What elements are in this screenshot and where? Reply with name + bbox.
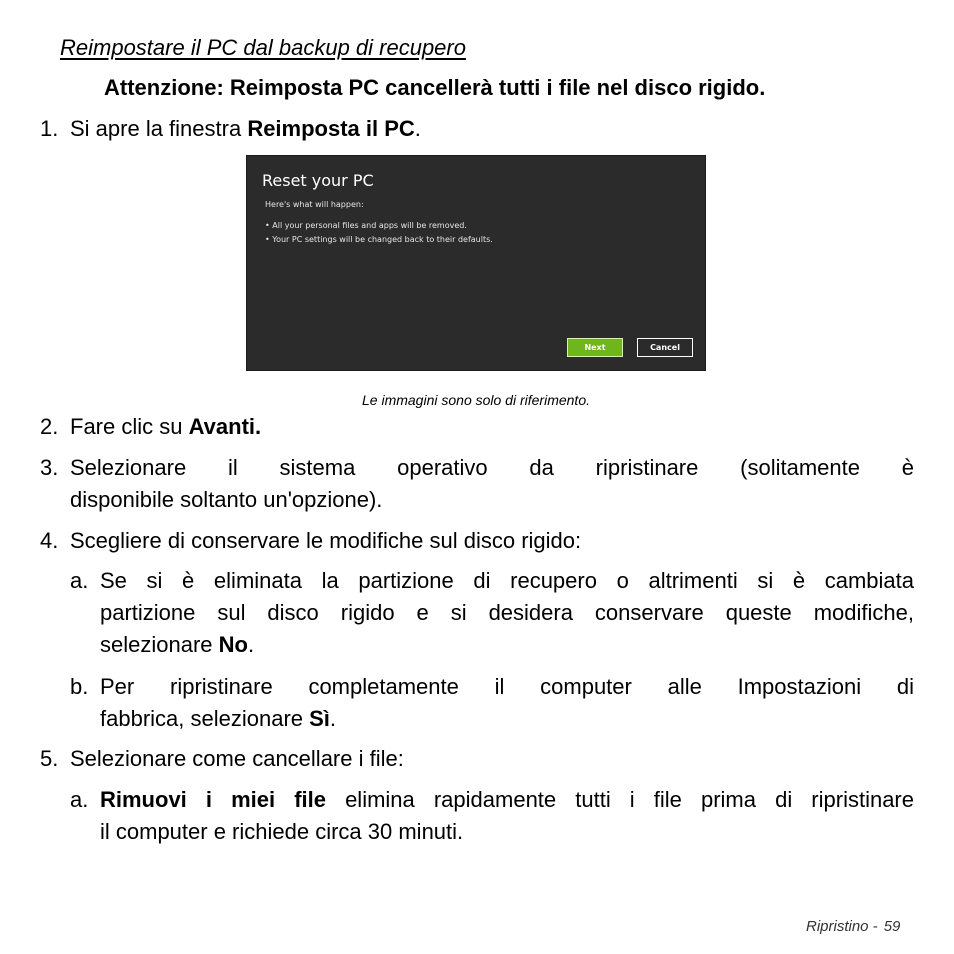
next-button[interactable]: Next: [567, 338, 623, 357]
text-run: selezionare: [100, 632, 219, 657]
step-text: Scegliere di conservare le modifiche sul disco rigido:: [70, 528, 582, 553]
substep-letter: a.: [70, 568, 89, 593]
step-number: 3.: [40, 455, 59, 480]
screenshot-bullet: • Your PC settings will be changed back to their defaults.: [265, 235, 493, 244]
warning-text: Attenzione: Reimposta PC cancellerà tutti i file nel disco rigido.: [104, 75, 766, 100]
step-text-line: Selezionare il sistema operativo da ripristinare (solitamente è: [70, 455, 914, 480]
step-text-line: disponibile soltanto un'opzione).: [70, 487, 383, 512]
text-run: Si apre la finestra: [70, 116, 248, 141]
substep-letter: a.: [70, 787, 89, 812]
step-number: 5.: [40, 746, 59, 771]
bold-text: No: [218, 632, 248, 657]
bold-text: Rimuovi i miei file: [100, 787, 326, 812]
page-footer: [806, 918, 900, 935]
step-number: 4.: [40, 528, 59, 553]
step-text-line: partizione sul disco rigido e si desidera conservare queste modifiche,: [100, 600, 914, 625]
text-run: .: [329, 706, 337, 731]
page-number: 59: [883, 918, 901, 935]
step-text-line: [100, 784, 914, 816]
text-run: Fare clic su: [70, 414, 189, 439]
step-text-line: Se si è eliminata la partizione di recupero o altrimenti si è cambiata: [100, 568, 914, 593]
step-text: [70, 113, 421, 145]
screenshot-subtitle: Here's what will happen:: [265, 200, 364, 209]
step-text-line: il computer e richiede circa 30 minuti.: [100, 819, 464, 844]
text-run: elimina rapidamente tutti i file prima di ripristinare: [325, 787, 914, 812]
step-number: 1.: [40, 116, 59, 141]
footer-section: Ripristino -: [806, 918, 878, 935]
screenshot-title: Reset your PC: [262, 171, 374, 190]
substep-letter: b.: [70, 674, 89, 699]
section-heading: Reimpostare il PC dal backup di recupero: [60, 35, 466, 60]
image-caption: Le immagini sono solo di riferimento.: [362, 392, 590, 408]
step-text-line: Per ripristinare completamente il computer alle Impostazioni di: [100, 674, 914, 699]
step-text: [70, 411, 261, 443]
screenshot-bullet: • All your personal files and apps will be removed.: [265, 221, 467, 230]
cancel-button[interactable]: Cancel: [637, 338, 693, 357]
step-text-line: [100, 703, 336, 735]
bold-text: Avanti.: [188, 414, 262, 439]
bold-text: Sì: [309, 706, 330, 731]
step-number: 2.: [40, 414, 59, 439]
text-run: .: [247, 632, 255, 657]
step-text: Selezionare come cancellare i file:: [70, 746, 404, 771]
text-run: .: [414, 116, 421, 141]
reset-pc-screenshot: [246, 155, 706, 371]
bold-text: Reimposta il PC: [247, 116, 415, 141]
text-run: fabbrica, selezionare: [100, 706, 310, 731]
step-text-line: [100, 629, 254, 661]
